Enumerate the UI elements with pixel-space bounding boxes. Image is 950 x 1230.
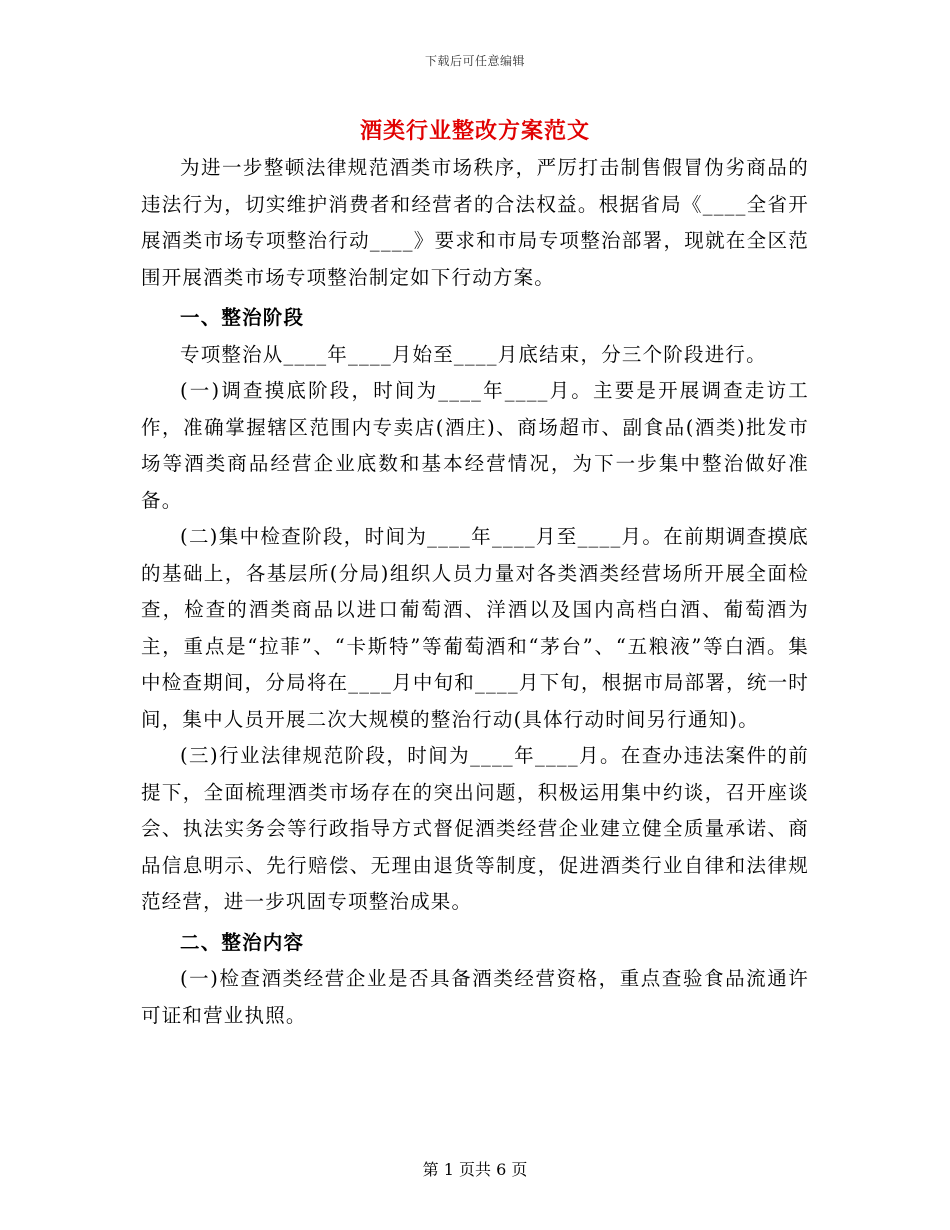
- paragraph-stage-2: (二)集中检查阶段，时间为____年____月至____月。在前期调查摸底的基础上，各基层所(分局)组织人员力量对各类酒类经营场所开展全面检查，检查的酒类商品以进口葡萄酒、洋酒以及国内高档白酒、葡萄酒为主，重点是“拉菲”、“卡斯特”等葡萄酒和“茅台”、“五粮液”等白酒。集中检查期间，分局将在____月中旬和____月下旬，根据市局部署，统一时间，集中人员开展二次大规模的整治行动(具体行动时间另行通知)。: [141, 525, 809, 731]
- section-heading-stages: 一、整治阶段: [180, 306, 305, 329]
- page-number: 第 1 页共 6 页: [422, 1160, 528, 1179]
- header-note: 下载后可任意编辑: [424, 54, 525, 68]
- paragraph-stages-overview: 专项整治从____年____月始至____月底结束，分三个阶段进行。: [180, 342, 767, 366]
- paragraph-stage-3: (三)行业法律规范阶段，时间为____年____月。在查办违法案件的前提下，全面梳理酒类市场存在的突出问题，积极运用集中约谈，召开座谈会、执法实务会等行政指导方式督促酒类经营企业建立健全质量承诺、商品信息明示、先行赔偿、无理由退货等制度，促进酒类行业自律和法律规范经营，进一步巩固专项整治成果。: [141, 744, 809, 913]
- section-heading-content: 二、整治内容: [180, 930, 305, 954]
- document-body: [141, 150, 809, 1034]
- paragraph-intro: 为进一步整顿法律规范酒类市场秩序，严厉打击制售假冒伪劣商品的违法行为，切实维护消费者和经营者的合法权益。根据省局《____全省开展酒类市场专项整治行动____》要求和市局专项整治部署，现就在全区范围开展酒类市场专项整治制定如下行动方案。: [141, 156, 809, 289]
- paragraph-stage-1: (一)调查摸底阶段，时间为____年____月。主要是开展调查走访工作，准确掌握辖区范围内专卖店(酒庄)、商场超市、副食品(酒类)批发市场等酒类商品经营企业底数和基本经营情况，为下一步集中整治做好准备。: [141, 379, 809, 512]
- document-title: 酒类行业整改方案范文: [359, 118, 590, 144]
- paragraph-content-1: (一)检查酒类经营企业是否具备酒类经营资格，重点查验食品流通许可证和营业执照。: [141, 967, 809, 1027]
